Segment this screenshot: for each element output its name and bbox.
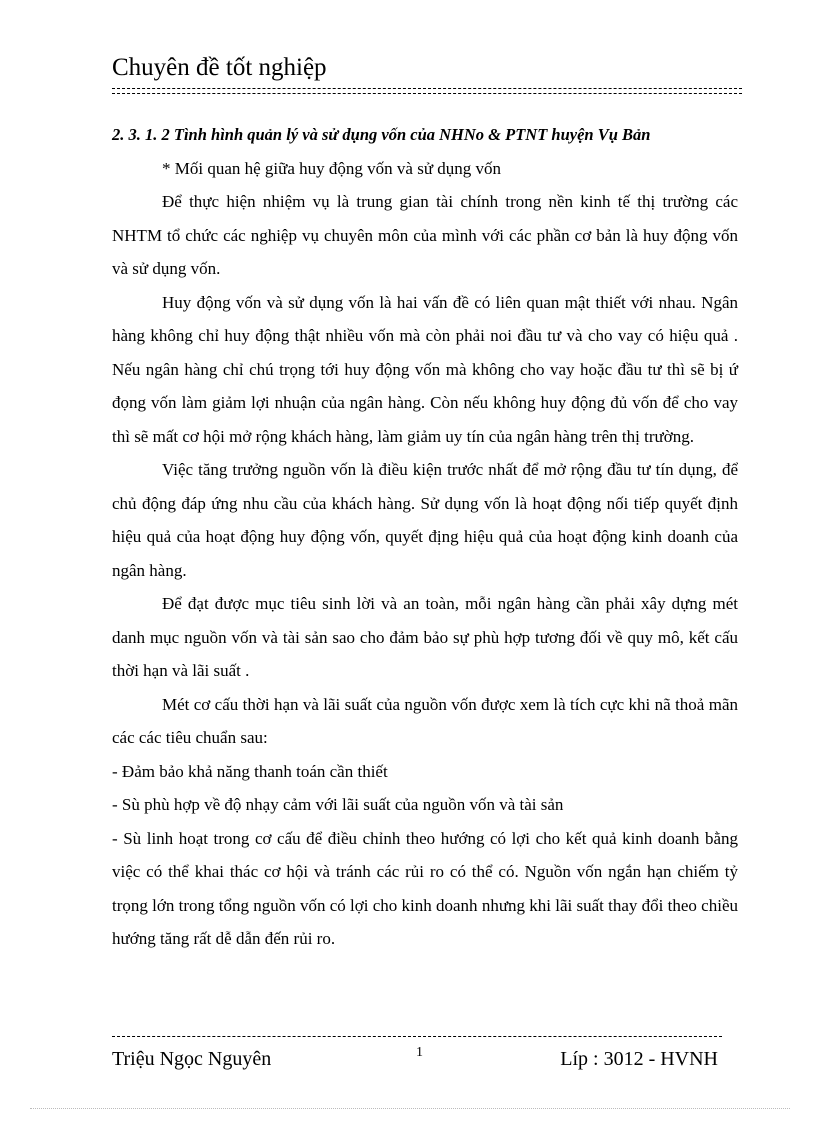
page-header-title: Chuyên đề tốt nghiệp — [112, 54, 327, 81]
paragraph-3: Việc tăng trưởng nguồn vốn là điều kiện trước nhất để mở rộng đầu tư tín dụng, để chủ động đáp ứng nhu cầu của khách hàng. Sử dụng vốn là hoạt động nối tiếp quyết định hiệu quả của hoạt động huy động vốn, quyết địng hiệu quả của hoạt động kinh doanh của ngân hàng. — [112, 460, 738, 580]
footer-divider — [112, 1036, 722, 1037]
footer-class-label: Líp : 3012 - HVNH — [560, 1048, 718, 1070]
header-divider — [112, 88, 742, 94]
paragraph-1: Để thực hiện nhiệm vụ là trung gian tài chính trong nền kinh tế thị trường các NHTM tổ chức các nghiệp vụ chuyên môn của mình với các phần cơ bản là huy động vốn và sử dụng vốn. — [112, 192, 738, 278]
page-number: 1 — [416, 1045, 423, 1060]
paragraph-4: Để đạt được mục tiêu sinh lời và an toàn, mỗi ngân hàng cần phải xây dựng mét danh mục nguồn vốn và tài sản sao cho đảm bảo sự phù hợp tương đối về quy mô, kết cấu thời hạn và lãi suất . — [112, 594, 738, 680]
paragraph-2: Huy động vốn và sử dụng vốn là hai vấn đề có liên quan mật thiết với nhau. Ngân hàng không chỉ huy động thật nhiều vốn mà còn phải noi đầu tư và cho vay có hiệu quả . Nếu ngân hàng chỉ chú trọng tới huy động vốn mà không cho vay hoặc đầu tư thì sẽ bị ứ đọng vốn làm giảm lợi nhuận của ngân hàng. Còn nếu không huy động đủ vốn để cho vay thì sẽ mất cơ hội mở rộng khách hàng, làm giảm uy tín của ngân hàng trên thị trường. — [112, 292, 738, 446]
paragraph-5: Mét cơ cấu thời hạn và lãi suất của nguồn vốn được xem là tích cực khi nã thoả mãn các các tiêu chuẩn sau: — [112, 694, 738, 747]
section-heading: 2. 3. 1. 2 Tình hình quản lý và sử dụng vốn của NHNo & PTNT huyện Vụ Bản — [112, 125, 651, 144]
footer-author: Triệu Ngọc Nguyên — [112, 1048, 272, 1070]
page-bottom-divider — [30, 1108, 790, 1109]
document-body — [112, 118, 738, 956]
bullet-item-2: - Sù phù hợp về độ nhạy cảm với lãi suất của nguồn vốn và tài sản — [112, 795, 564, 814]
bullet-item-1: - Đảm bảo khả năng thanh toán cần thiết — [112, 761, 388, 781]
bullet-item-3: - Sù linh hoạt trong cơ cấu để điều chỉnh theo hướng có lợi cho kết quả kinh doanh bằng việc có thể khai thác cơ hội và tránh các rủi ro có thể có. Nguồn vốn ngắn hạn chiếm tỷ trọng lớn trong tổng nguồn vốn có lợi cho kinh doanh nhưng khi lãi suất thay đổi theo chiều hướng tăng rất dễ dẫn đến rủi ro. — [112, 828, 738, 948]
subheading: * Mối quan hệ giữa huy động vốn và sử dụng vốn — [162, 158, 502, 178]
